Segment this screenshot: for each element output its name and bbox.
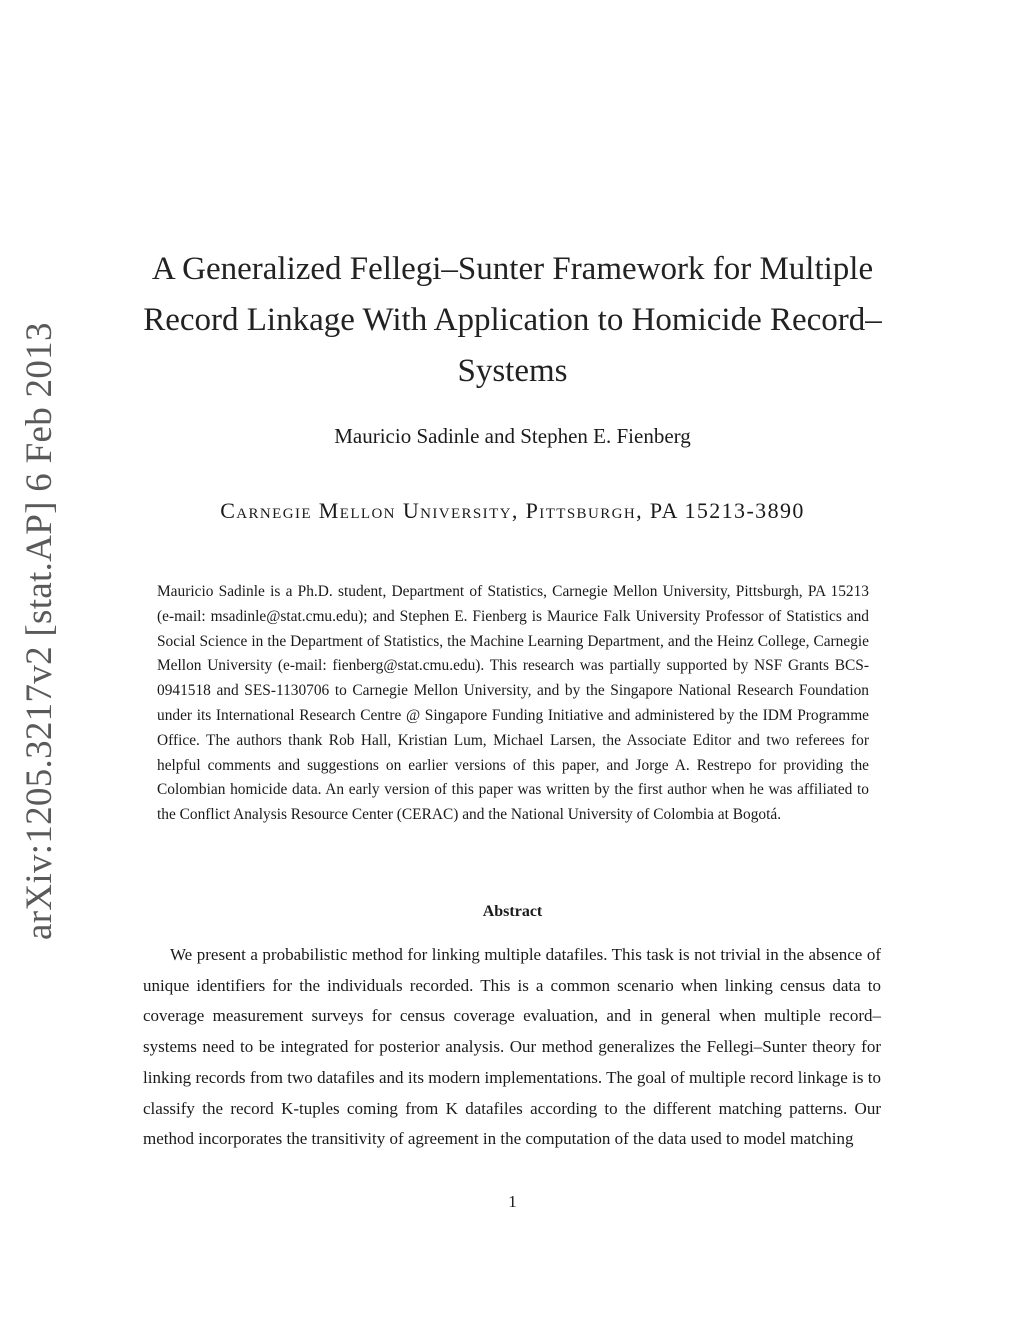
author-note: Mauricio Sadinle is a Ph.D. student, Department of Statistics, Carnegie Mellon University, Pittsburgh, PA 15213 (e-mail: msadinle@stat.cmu.edu); and Stephen E. Fienberg is Maurice Falk University Professor of Statistics and Social Science in the Department of Statistics, the Machine Learning Department, and the Heinz College, Carnegie Mellon University (e-mail: fienberg@stat.cmu.edu). This research was partially supported by NSF Grants BCS-0941518 and SES-1130706 to Carnegie Mellon University, and by the Singapore National Research Foundation under its International Research Centre @ Singapore Funding Initiative and administered by the IDM Programme Office. The authors thank Rob Hall, Kristian Lum, Michael Larsen, the Associate Editor and two referees for helpful comments and suggestions on earlier versions of this paper, and Jorge A. Restrepo for providing the Colombian homicide data. An early version of this paper was written by the first author when he was affiliated to the Conflict Analysis Resource Center (CERAC) and the National University of Colombia at Bogotá. bbox=[157, 583, 869, 824]
abstract-text: We present a probabilistic method for linking multiple datafiles. This task is not trivial in the absence of unique identifiers for the individuals recorded. This is a common scenario when linking census data to coverage measurement surveys for census coverage evaluation, and in general when multiple record–systems need to be integrated for posterior analysis. Our method generalizes the Fellegi–Sunter theory for linking records from two datafiles and its modern implementations. The goal of multiple record linkage is to classify the record K-tuples coming from K datafiles according to the different matching patterns. Our method incorporates the transitivity of agreement in the computation of the data used to model matching bbox=[143, 945, 881, 1149]
abstract-heading: Abstract bbox=[482, 903, 543, 920]
paper-title: A Generalized Fellegi–Sunter Framework for Multiple Record Linkage With Application to Homicide Record–Systems bbox=[143, 251, 882, 389]
author-affiliation: Carnegie Mellon University, Pittsburgh, PA 15213-3890 bbox=[220, 498, 805, 523]
paper-authors: Mauricio Sadinle and Stephen E. Fienberg bbox=[334, 424, 691, 448]
arxiv-identifier: arXiv:1205.3217v2 [stat.AP] 6 Feb 2013 bbox=[19, 322, 60, 940]
page-number: 1 bbox=[508, 1192, 517, 1211]
